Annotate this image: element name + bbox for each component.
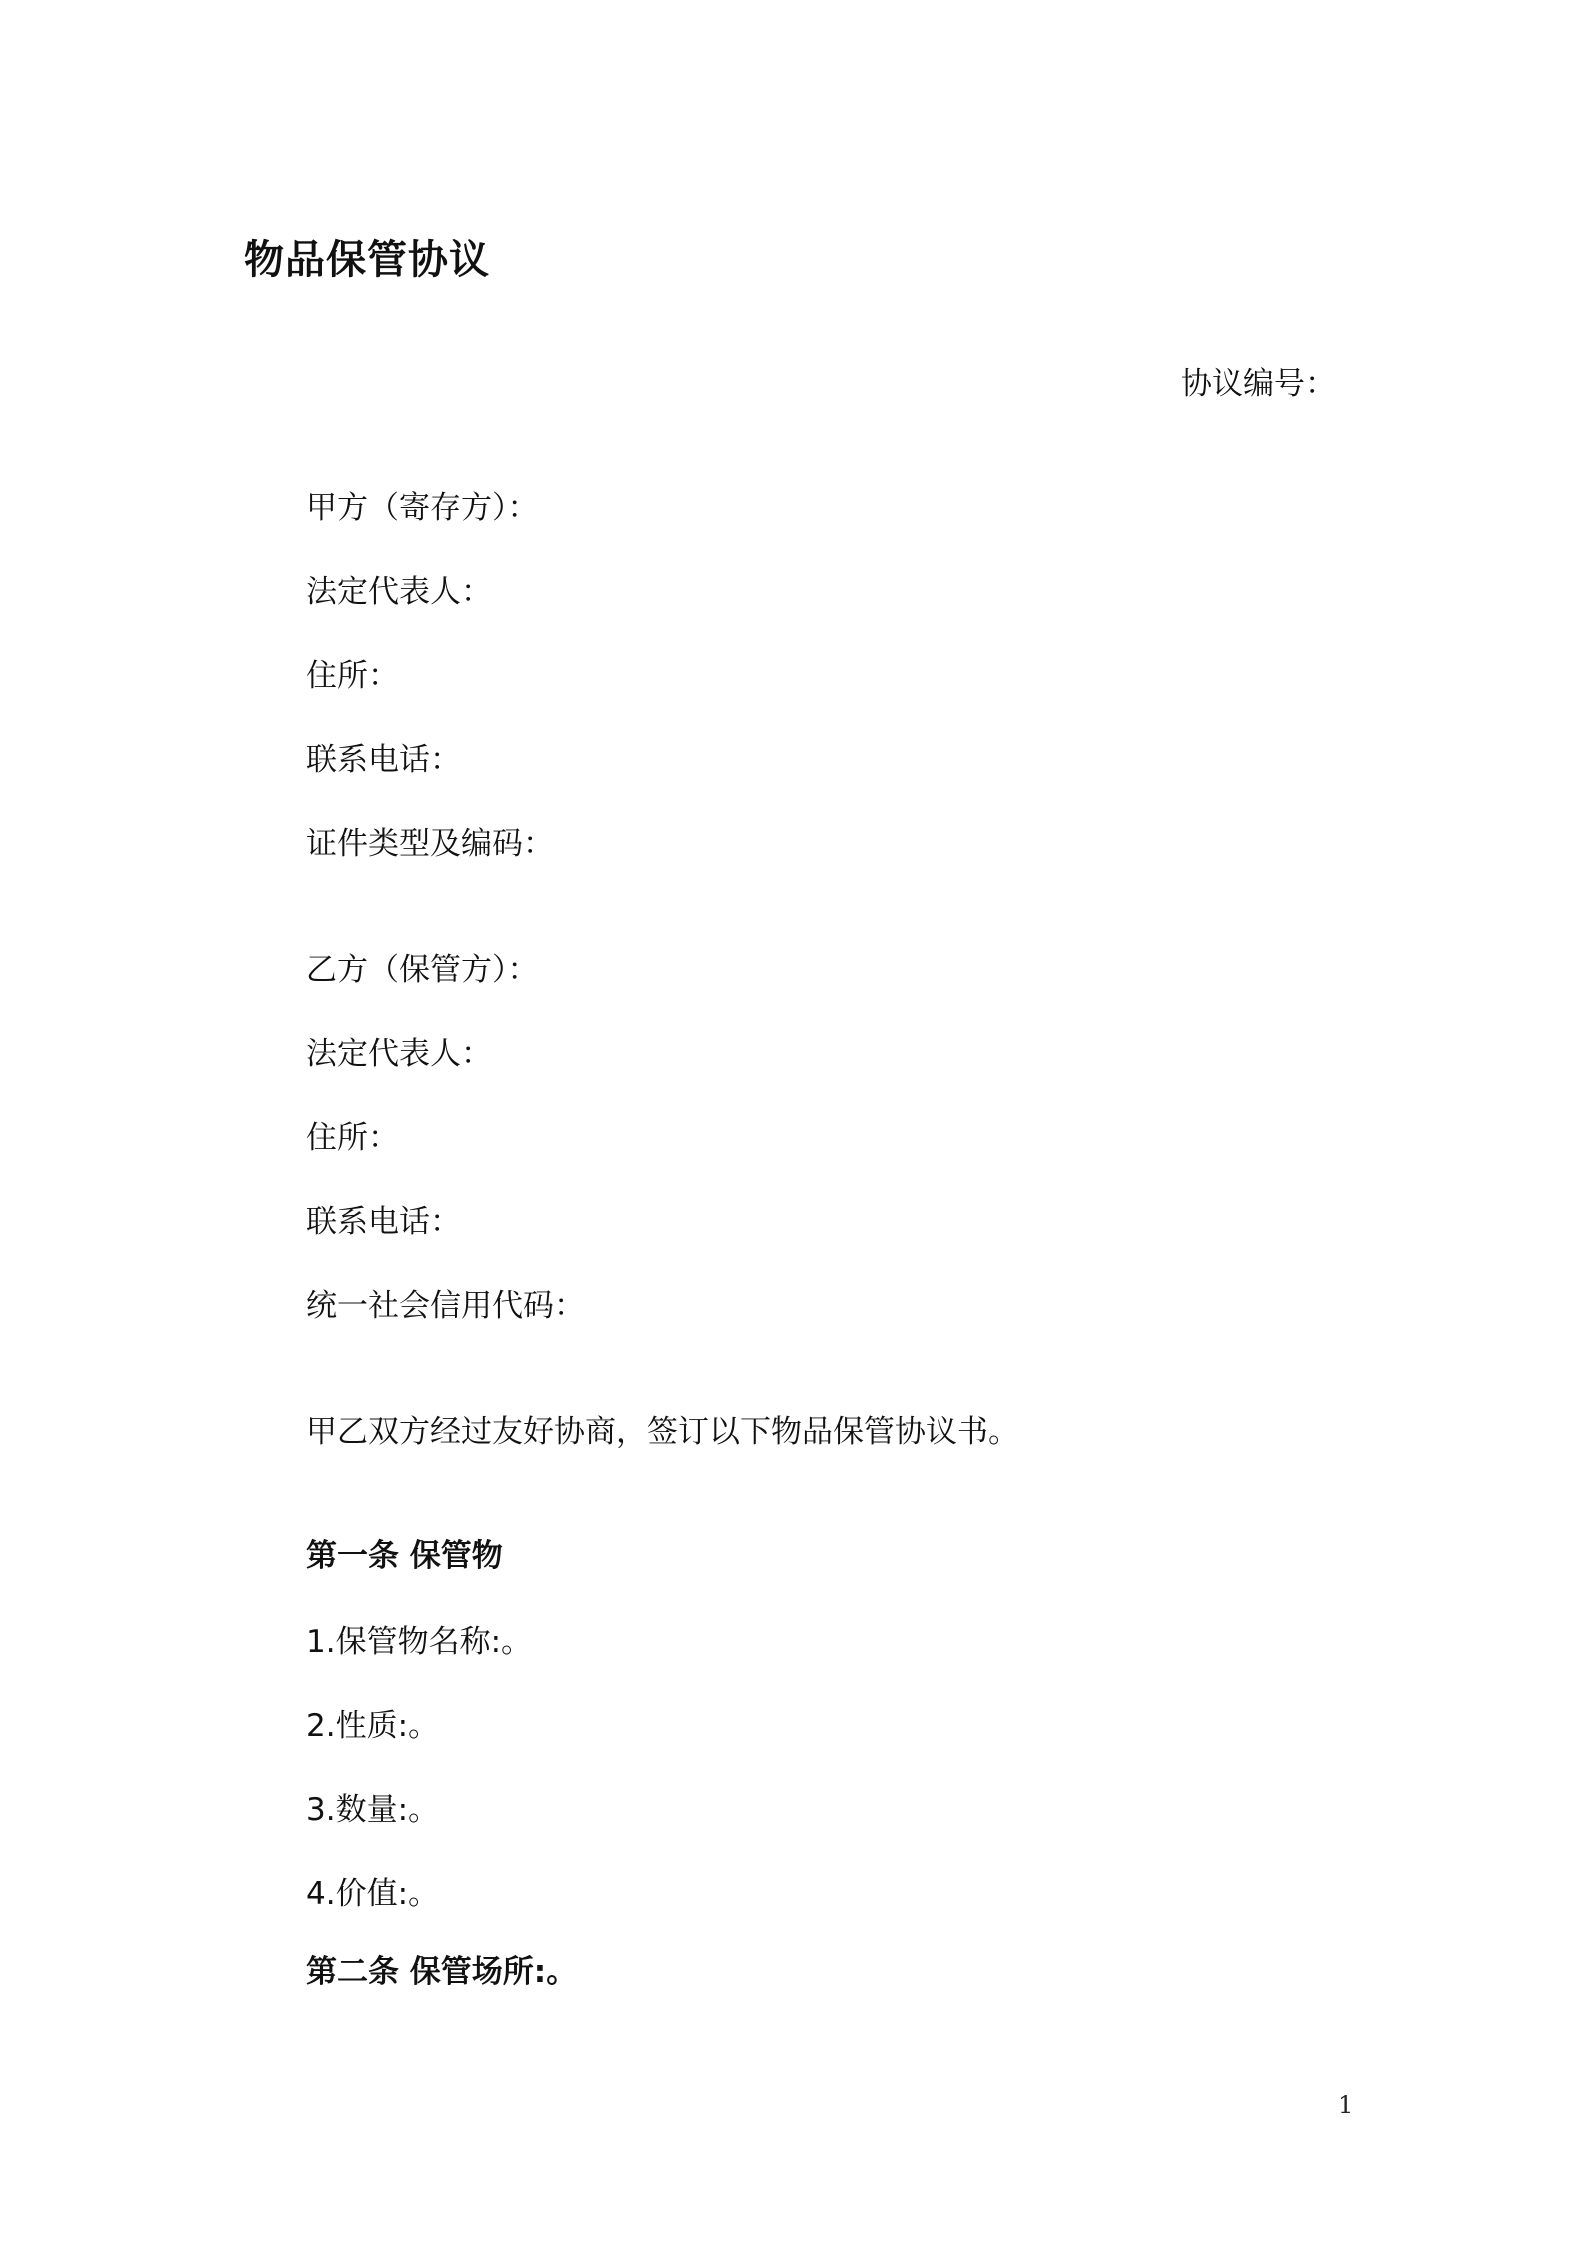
party-a-representative: 法定代表人： — [306, 574, 492, 610]
page-number: 1 — [1338, 2091, 1354, 2119]
article-1-item-name: 1.保管物名称:。 — [306, 1624, 533, 1660]
article-1-item-nature: 2.性质:。 — [306, 1708, 440, 1744]
party-a-heading: 甲方（寄存方）： — [306, 490, 539, 526]
intro-paragraph: 甲乙双方经过友好协商，签订以下物品保管协议书。 — [306, 1414, 1019, 1450]
party-b-heading: 乙方（保管方）： — [306, 952, 539, 988]
party-b-representative: 法定代表人： — [306, 1036, 492, 1072]
article-1-item-value: 4.价值:。 — [306, 1876, 440, 1912]
article-1-heading: 第一条 保管物 — [306, 1538, 503, 1574]
party-b-phone: 联系电话： — [306, 1204, 461, 1240]
party-b-credit-code: 统一社会信用代码： — [306, 1288, 585, 1324]
party-b-address: 住所： — [306, 1120, 399, 1156]
party-a-address: 住所： — [306, 658, 399, 694]
party-a-phone: 联系电话： — [306, 742, 461, 778]
agreement-number-label: 协议编号： — [1181, 366, 1336, 402]
article-1-item-quantity: 3.数量:。 — [306, 1792, 440, 1828]
article-2-heading: 第二条 保管场所:。 — [306, 1954, 578, 1990]
party-a-id: 证件类型及编码： — [306, 826, 554, 862]
document-title: 物品保管协议 — [244, 237, 490, 283]
